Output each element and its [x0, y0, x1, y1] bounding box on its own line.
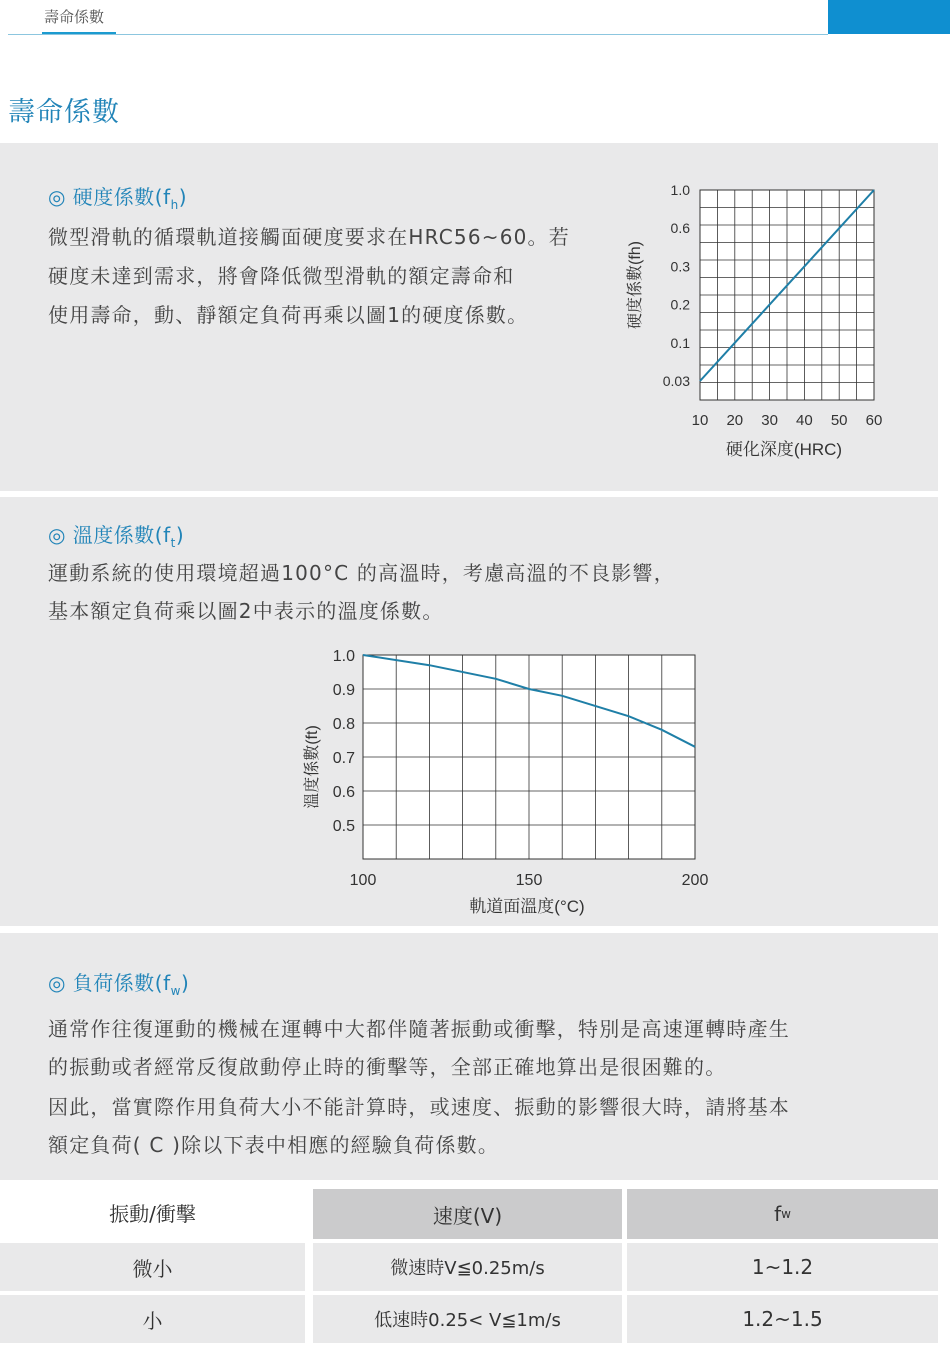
table-cell-fw: 1.2~1.5 [627, 1295, 938, 1343]
x-tick-label: 40 [796, 412, 813, 429]
y-tick-label: 1.0 [332, 648, 355, 665]
header-divider [8, 34, 828, 35]
x-tick-label: 20 [726, 412, 744, 429]
hardness-section [0, 143, 938, 491]
temperature-section [0, 497, 938, 926]
hardness-chart [615, 173, 915, 473]
x-tick-label: 30 [761, 412, 778, 429]
x-tick-label: 200 [681, 872, 709, 889]
y-tick-label: 0.9 [332, 682, 355, 699]
y-tick-label: 0.6 [670, 220, 690, 237]
load-section [0, 933, 938, 1180]
y-tick-label: 0.03 [662, 373, 690, 389]
top-bar [0, 0, 950, 36]
x-tick-label: 100 [349, 872, 377, 889]
temperature-heading: ◎ 溫度係數$(f_t)$ [48, 523, 185, 550]
x-axis-label: 軌道面溫度(°C) [469, 897, 585, 916]
y-tick-label: 0.7 [332, 750, 355, 767]
temperature-chart [290, 637, 730, 922]
y-axis-label: 溫度係數(ft) [304, 725, 321, 809]
table-cell-speed: 微速時V≦0.25m/s [313, 1243, 622, 1291]
table-header-fw: f w [627, 1189, 938, 1239]
y-tick-label: 0.3 [670, 258, 690, 275]
table-cell-vibration: 小 [0, 1295, 305, 1343]
load-line-1: 通常作往復運動的機械在運轉中大都伴隨著振動或衝擊，特別是高速運轉時產生 [48, 1017, 790, 1041]
table-cell-speed: 低速時0.25< V≦1m/s [313, 1295, 622, 1343]
x-tick-label: 10 [691, 412, 709, 429]
y-tick-label: 0.1 [670, 334, 690, 351]
hardness-line-1: 微型滑軌的循環軌道接觸面硬度要求在HRC56~60。若 [48, 225, 570, 249]
y-tick-label: 0.6 [332, 784, 355, 801]
header-accent-block [828, 0, 950, 34]
hardness-heading: ◎ 硬度係數$(f_h)$ [48, 185, 188, 212]
table-cell-vibration: 微小 [0, 1243, 305, 1291]
tab-life-factor[interactable]: 壽命係數 [44, 8, 105, 26]
y-tick-label: 0.8 [332, 716, 355, 733]
x-axis-label: 硬化深度(HRC) [725, 440, 843, 459]
y-tick-label: 1.0 [670, 182, 690, 198]
table-cell-fw: 1~1.2 [627, 1243, 938, 1291]
load-line-3: 因此，當實際作用負荷大小不能計算時，或速度、振動的影響很大時，請將基本 [48, 1095, 790, 1119]
table-header-vibration: 振動/衝擊 [0, 1186, 305, 1239]
load-line-2: 的振動或者經常反復啟動停止時的衝擊等，全部正確地算出是很困難的。 [48, 1055, 727, 1079]
y-axis-label: 硬度係數(fh) [627, 240, 644, 330]
page-title: 壽命係數 [8, 97, 120, 128]
x-tick-label: 60 [865, 412, 883, 429]
temperature-line-1: 運動系統的使用環境超過100°C 的高溫時，考慮高溫的不良影響， [48, 561, 675, 585]
x-tick-label: 150 [515, 872, 543, 889]
y-tick-label: 0.2 [670, 296, 690, 313]
x-tick-label: 50 [830, 412, 848, 429]
y-tick-label: 0.5 [332, 818, 355, 835]
hardness-line-2: 硬度未達到需求，將會降低微型滑軌的額定壽命和 [48, 264, 515, 288]
table-header-speed: 速度(V) [313, 1189, 622, 1239]
load-line-4: 額定負荷( C )除以下表中相應的經驗負荷係數。 [48, 1133, 500, 1157]
load-heading: ◎ 負荷係數$(f_w)$ [48, 971, 190, 998]
hardness-line-3: 使用壽命，動、靜額定負荷再乘以圖1的硬度係數。 [48, 303, 529, 327]
temperature-line-2: 基本額定負荷乘以圖2中表示的溫度係數。 [48, 599, 444, 623]
